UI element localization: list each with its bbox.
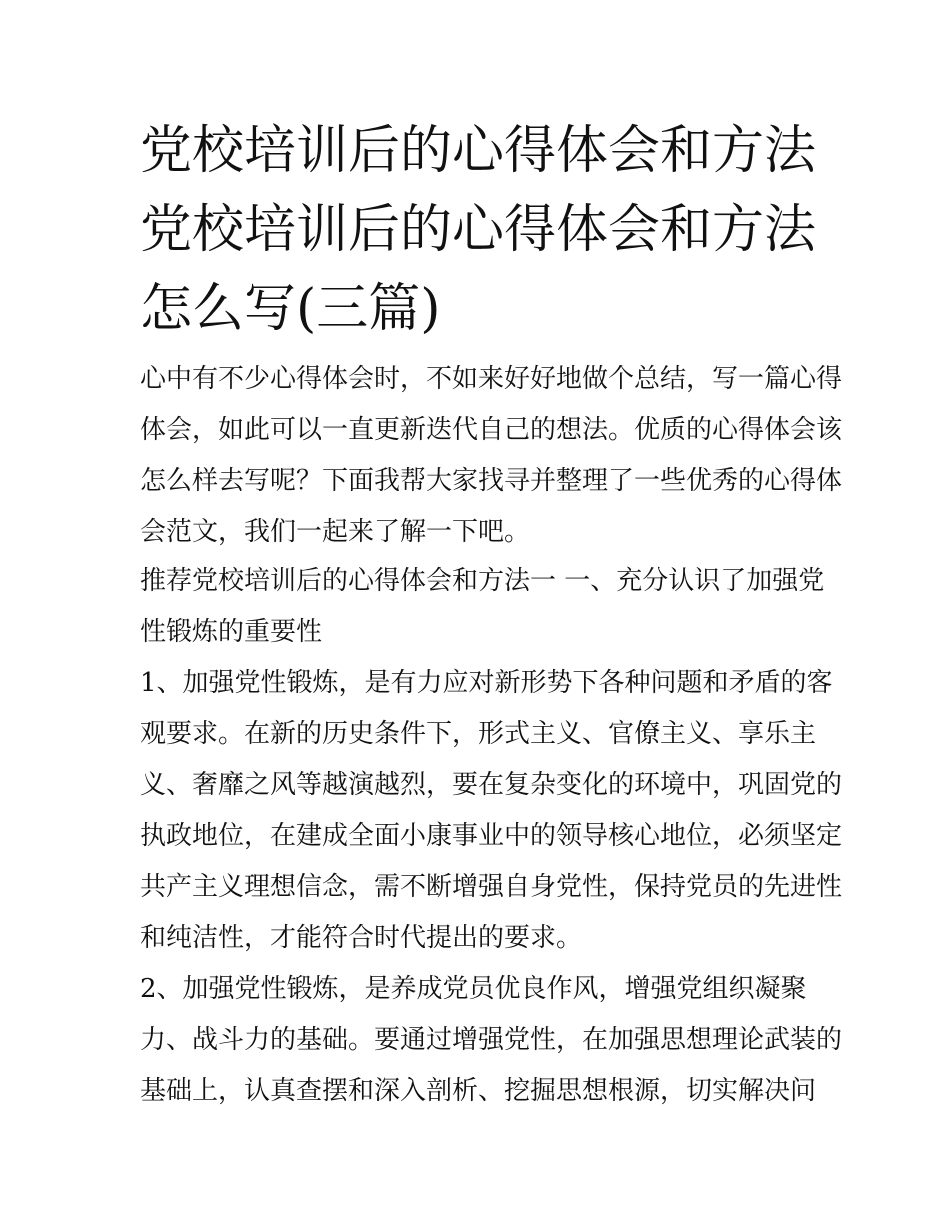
point-two-paragraph <box>140 964 843 1117</box>
point-one-paragraph <box>140 658 843 964</box>
text-line: 观要求。在新的历史条件下，形式主义、官僚主义、享乐主 <box>140 719 817 749</box>
text-line: 推荐党校培训后的心得体会和方法一 一、充分认识了加强党 <box>140 566 825 596</box>
text-line: 性锻炼的重要性 <box>140 617 323 647</box>
text-line: 义、奢靡之风等越演越烈，要在复杂变化的环境中，巩固党的 <box>140 770 843 800</box>
text-line: 1、加强党性锻炼，是有力应对新形势下各种问题和矛盾的客 <box>140 668 833 698</box>
text-line: 心中有不少心得体会时，不如来好好地做个总结，写一篇心得 <box>140 364 843 394</box>
title-line: 怎么写(三篇) <box>140 279 441 339</box>
intro-paragraph <box>140 354 843 558</box>
text-line: 执政地位，在建成全面小康事业中的领导核心地位，必须坚定 <box>140 821 843 851</box>
title-line: 党校培训后的心得体会和方法 <box>140 121 817 181</box>
title-line: 党校培训后的心得体会和方法 <box>140 200 817 260</box>
section-heading-paragraph <box>140 556 825 658</box>
text-line: 会范文，我们一起来了解一下吧。 <box>140 517 531 547</box>
text-line: 体会，如此可以一直更新迭代自己的想法。优质的心得体会该 <box>140 415 843 445</box>
text-line: 2、加强党性锻炼，是养成党员优良作风，增强党组织凝聚 <box>140 974 807 1004</box>
text-line: 力、战斗力的基础。要通过增强党性，在加强思想理论武装的 <box>140 1025 843 1055</box>
text-line: 怎么样去写呢？下面我帮大家找寻并整理了一些优秀的心得体 <box>140 466 843 496</box>
text-line: 基础上，认真查摆和深入剖析、挖掘思想根源，切实解决问 <box>140 1076 817 1106</box>
text-line: 和纯洁性，才能符合时代提出的要求。 <box>140 923 583 953</box>
document-title <box>140 112 820 349</box>
text-line: 共产主义理想信念，需不断增强自身党性，保持党员的先进性 <box>140 872 843 902</box>
